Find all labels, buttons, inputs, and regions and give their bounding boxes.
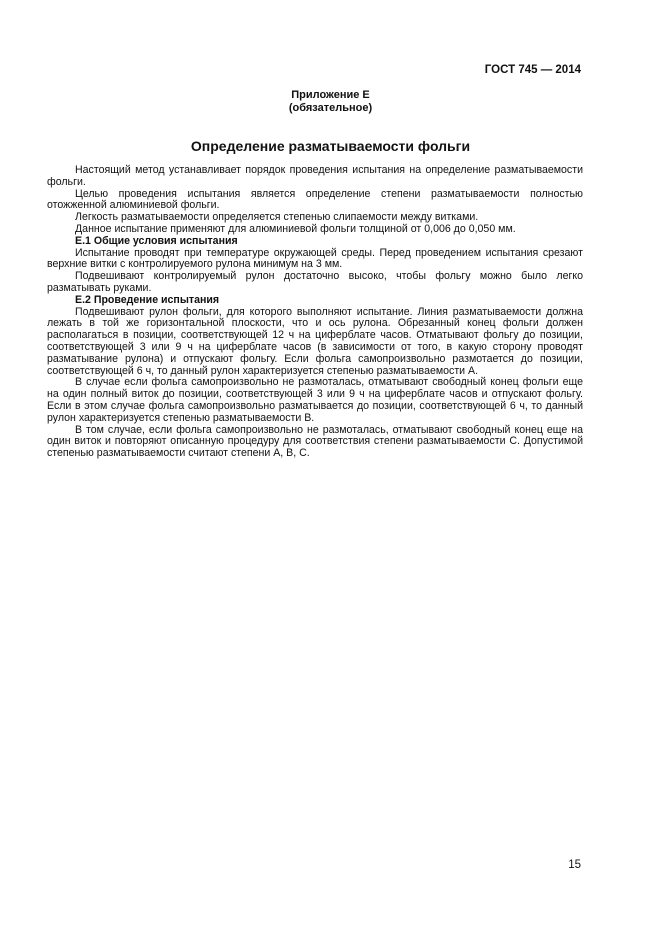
page-number: 15	[568, 859, 581, 871]
paragraph: Целью проведения испытания является определение степени разматываемости полностью отожженной алюминиевой фольги.	[47, 187, 583, 212]
annex-heading	[0, 89, 661, 115]
document-header: ГОСТ 745 — 2014	[484, 64, 581, 76]
paragraph: Испытание проводят при температуре окружающей среды. Перед проведением испытания срезают верхние витки с контролируемого рулона минимум на 3 мм.	[47, 246, 583, 271]
paragraph: Данное испытание применяют для алюминиевой фольги толщиной от 0,006 до 0,050 мм.	[75, 222, 516, 235]
paragraph: В случае если фольга самопроизвольно не размоталась, отматывают свободный конец фольги еще на один полный виток до позиции, соответствующей 3 или 9 ч на циферблате часов и отпускают фольгу. Если в этом случае фольга самопроизвольно разматывается до позиции, соответствующей 6 ч, то данный рулон характеризуется степенью разматываемости В.	[47, 376, 583, 424]
subsection-heading: Е.1 Общие условия испытания	[75, 234, 238, 247]
subsection-heading: Е.2 Проведение испытания	[75, 293, 220, 306]
paragraph: В том случае, если фольга самопроизвольно не размоталась, отматывают свободный конец еще на один виток и повторяют описанную процедуру для соответствия степени разматываемости С. Допустимой степенью разматываемости считают степени А, В, С.	[47, 423, 583, 460]
paragraph: Подвешивают рулон фольги, для которого выполняют испытание. Линия разматываемости должна лежать в той же горизонтальной плоскости, что и ось рулона. Обрезанный конец фольги должен располагаться в позиции, соответствующей 12 ч на циферблате часов. Отматывают фольгу до позиции, соответствующей 3 или 9 ч на циферблате часов (в зависимости от того, в какую сторону проводят разматывание рулона) и отпускают фольгу. Если фольга самопроизвольно размотается до позиции, соответствующей 6 ч, то данный рулон характеризуется степенью разматываемости А.	[47, 305, 583, 377]
annex-title: Приложение Е	[291, 89, 370, 101]
body-text	[47, 165, 583, 460]
paragraph: Легкость разматываемости определяется степенью слипаемости между витками.	[75, 211, 479, 224]
paragraph: Подвешивают контролируемый рулон достаточно высоко, чтобы фольгу можно было легко разматывать руками.	[47, 270, 583, 294]
annex-status: (обязательное)	[288, 102, 373, 114]
paragraph: Настоящий метод устанавливает порядок проведения испытания на определение разматываемости фольги.	[47, 164, 583, 188]
section-title: Определение разматываемости фольги	[190, 138, 471, 154]
